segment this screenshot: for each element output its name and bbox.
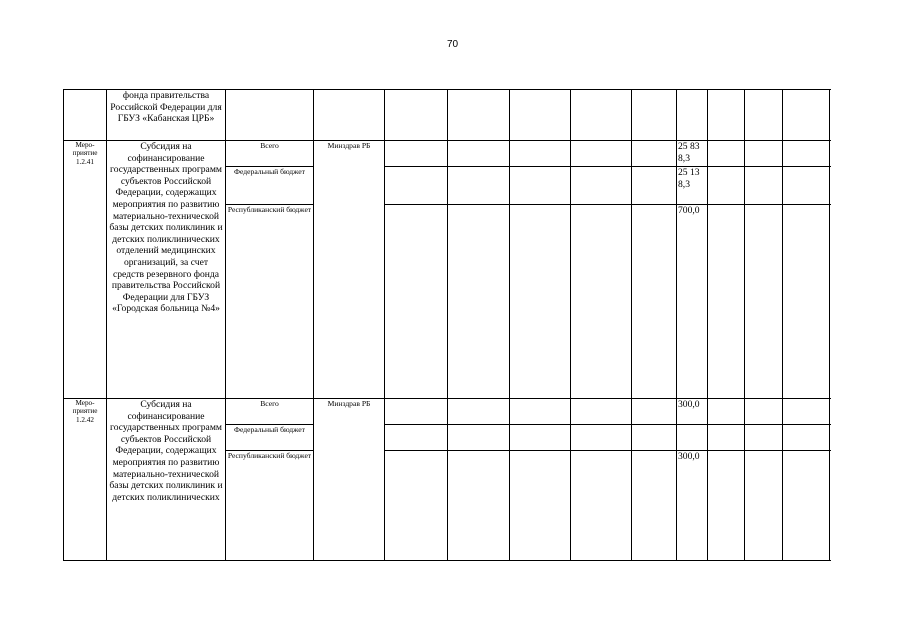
empty-cell xyxy=(708,205,745,399)
empty-cell xyxy=(571,425,632,451)
executor-cell: Минздрав РБ xyxy=(314,141,385,399)
source-cell: Всего xyxy=(226,399,314,425)
empty-cell xyxy=(783,141,830,167)
empty-cell xyxy=(385,451,448,561)
empty-cell xyxy=(783,451,830,561)
empty-cell xyxy=(571,141,632,167)
table-row xyxy=(64,141,830,167)
empty-cell xyxy=(708,90,745,141)
empty-cell xyxy=(571,90,632,141)
empty-cell xyxy=(510,451,571,561)
empty-cell xyxy=(510,399,571,425)
empty-cell xyxy=(677,90,708,141)
empty-cell xyxy=(745,399,783,425)
empty-cell xyxy=(708,167,745,205)
empty-cell xyxy=(571,205,632,399)
empty-cell xyxy=(385,205,448,399)
empty-cell xyxy=(571,399,632,425)
budget-table xyxy=(63,89,830,561)
empty-cell xyxy=(385,167,448,205)
empty-cell xyxy=(510,90,571,141)
empty-cell xyxy=(510,141,571,167)
empty-cell xyxy=(448,90,510,141)
empty-cell xyxy=(632,90,677,141)
empty-cell xyxy=(632,141,677,167)
table-row xyxy=(64,90,830,141)
empty-cell xyxy=(571,167,632,205)
empty-cell xyxy=(708,141,745,167)
value-cell xyxy=(677,425,708,451)
value-cell: 25 138,3 xyxy=(677,167,708,205)
empty-cell xyxy=(510,425,571,451)
empty-cell xyxy=(745,141,783,167)
empty-cell xyxy=(708,451,745,561)
empty-cell xyxy=(632,167,677,205)
empty-cell xyxy=(745,205,783,399)
empty-cell xyxy=(745,451,783,561)
empty-cell xyxy=(745,425,783,451)
measure-code-cell: Меро-приятие 1.2.42 xyxy=(64,399,107,561)
executor-cell xyxy=(314,90,385,141)
source-cell: Федеральный бюджет xyxy=(226,167,314,205)
empty-cell xyxy=(745,90,783,141)
empty-cell xyxy=(632,451,677,561)
source-cell: Федеральный бюджет xyxy=(226,425,314,451)
source-cell: Республиканский бюджет xyxy=(226,451,314,561)
empty-cell xyxy=(708,425,745,451)
empty-cell xyxy=(385,425,448,451)
empty-cell xyxy=(783,205,830,399)
empty-cell xyxy=(745,167,783,205)
measure-name-cell: фонда правительства Российской Федерации для ГБУЗ «Кабанская ЦРБ» xyxy=(107,90,226,141)
empty-cell xyxy=(708,399,745,425)
empty-cell xyxy=(385,141,448,167)
empty-cell xyxy=(783,425,830,451)
empty-cell xyxy=(632,205,677,399)
empty-cell xyxy=(571,451,632,561)
empty-cell xyxy=(632,399,677,425)
measure-name-cell: Субсидия на софинансирование государственных программ субъектов Российской Федерации, содержащих мероприятия по развитию материально-технической базы детских поликлиник и детских поликлинических отделений медицинских организаций, за счет средств резервного фонда правительства Российской Федерации для ГБУЗ «Городская больница №4» xyxy=(107,141,226,399)
empty-cell xyxy=(448,425,510,451)
empty-cell xyxy=(448,167,510,205)
source-cell: Всего xyxy=(226,141,314,167)
empty-cell xyxy=(632,425,677,451)
empty-cell xyxy=(783,167,830,205)
executor-cell: Минздрав РБ xyxy=(314,399,385,561)
source-cell xyxy=(226,90,314,141)
empty-cell xyxy=(448,141,510,167)
measure-code-cell xyxy=(64,90,107,141)
empty-cell xyxy=(385,90,448,141)
value-cell: 25 838,3 xyxy=(677,141,708,167)
measure-code-cell: Меро-приятие 1.2.41 xyxy=(64,141,107,399)
value-cell: 700,0 xyxy=(677,205,708,399)
source-cell: Республиканский бюджет xyxy=(226,205,314,399)
empty-cell xyxy=(448,399,510,425)
measure-name-cell: Субсидия на софинансирование государственных программ субъектов Российской Федерации, содержащих мероприятия по развитию материально-технической базы детских поликлиник и детских поликлинических xyxy=(107,399,226,561)
empty-cell xyxy=(510,205,571,399)
value-cell: 300,0 xyxy=(677,399,708,425)
empty-cell xyxy=(448,205,510,399)
empty-cell xyxy=(783,90,830,141)
empty-cell xyxy=(385,399,448,425)
value-cell: 300,0 xyxy=(677,451,708,561)
table-row xyxy=(64,399,830,425)
empty-cell xyxy=(510,167,571,205)
empty-cell xyxy=(448,451,510,561)
page-number: 70 xyxy=(446,39,459,50)
empty-cell xyxy=(783,399,830,425)
